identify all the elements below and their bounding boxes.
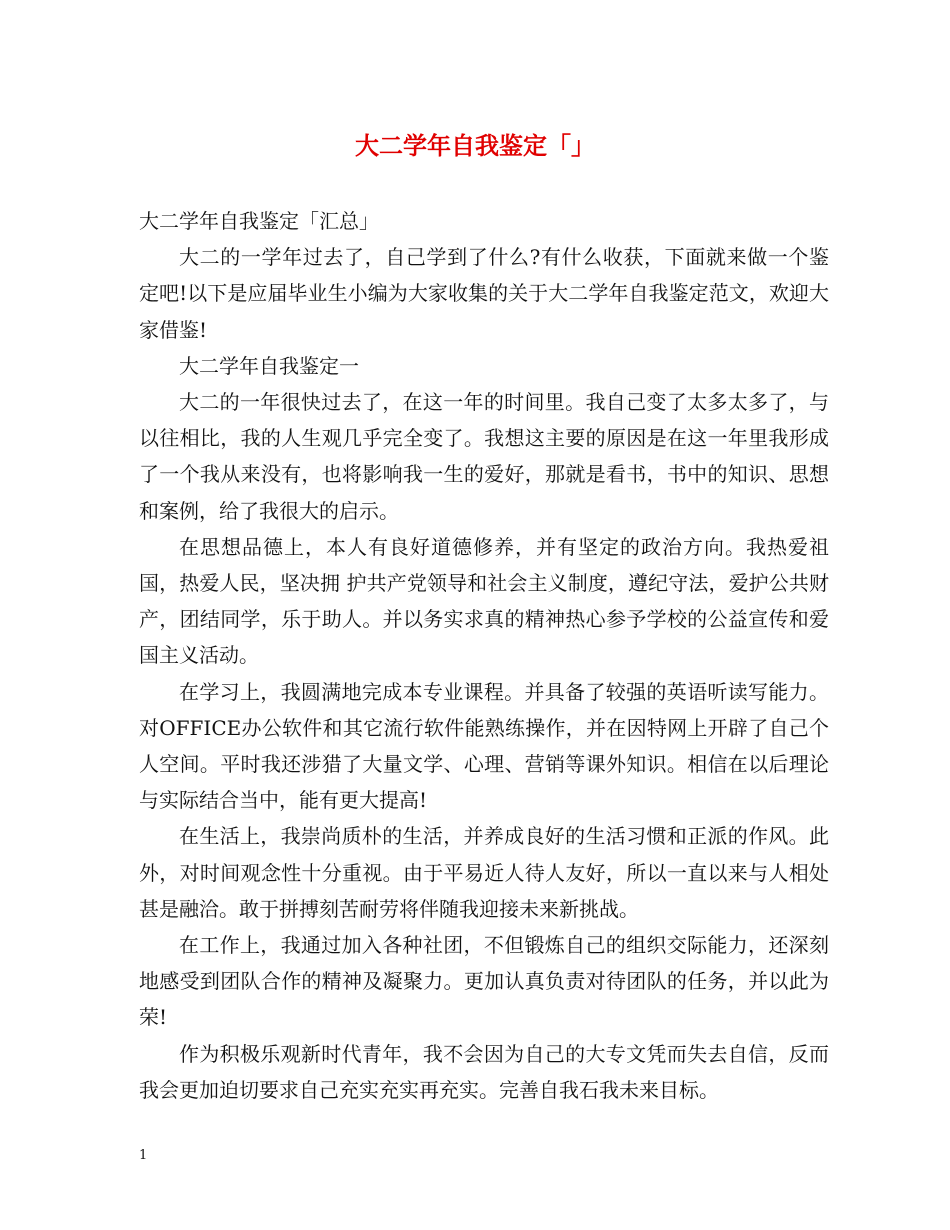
paragraph-morality: 在思想品德上，本人有良好道德修养，并有坚定的政治方向。我热爱祖国，热爱人民，坚决拥 护共产党领导和社会主义制度，遵纪守法，爱护公共财产，团结同学，乐于助人。并以务实求真的精神热心参予学校的公益宣传和爱国主义活动。 xyxy=(139,534,829,668)
paragraph-section-heading: 大二学年自我鉴定一 xyxy=(179,353,359,378)
paragraph-overview: 大二的一年很快过去了，在这一年的时间里。我自己变了太多太多了，与以往相比，我的人生观几乎完全变了。我想这主要的原因是在这一年里我形成了一个我从来没有，也将影响我一生的爱好，那就是看书，书中的知识、思想和案例，给了我很大的启示。 xyxy=(139,390,829,523)
paragraph-intro: 大二的一学年过去了，自己学到了什么?有什么收获，下面就来做一个鉴定吧!以下是应届毕业生小编为大家收集的关于大二学年自我鉴定范文，欢迎大家借鉴! xyxy=(139,245,829,342)
document-body xyxy=(139,203,829,1108)
paragraph-conclusion: 作为积极乐观新时代青年，我不会因为自己的大专文凭而失去自信，反而我会更加迫切要求自己充实充实再充实。完善自我石我未来目标。 xyxy=(139,1041,829,1102)
paragraph-study: 在学习上，我圆满地完成本专业课程。并具备了较强的英语听读写能力。对OFFICE办公软件和其它流行软件能熟练操作，并在因特网上开辟了自己个人空间。平时我还涉猎了大量文学、心理、营销等课外知识。相信在以后理论与实际结合当中，能有更大提高! xyxy=(139,679,829,813)
paragraph-work: 在工作上，我通过加入各种社团，不但锻炼自己的组织交际能力，还深刻地感受到团队合作的精神及凝聚力。更加认真负责对待团队的任务，并以此为荣! xyxy=(139,933,829,1030)
document-title: 大二学年自我鉴定「」 xyxy=(355,131,595,160)
page-number: 1 xyxy=(139,1148,148,1163)
paragraph-subtitle: 大二学年自我鉴定「汇总」 xyxy=(139,209,379,233)
paragraph-life: 在生活上，我崇尚质朴的生活，并养成良好的生活习惯和正派的作风。此外，对时间观念性十分重视。由于平易近人待人友好，所以一直以来与人相处甚是融洽。敢于拼搏刻苦耐劳将伴随我迎接未来新挑战。 xyxy=(139,824,829,921)
